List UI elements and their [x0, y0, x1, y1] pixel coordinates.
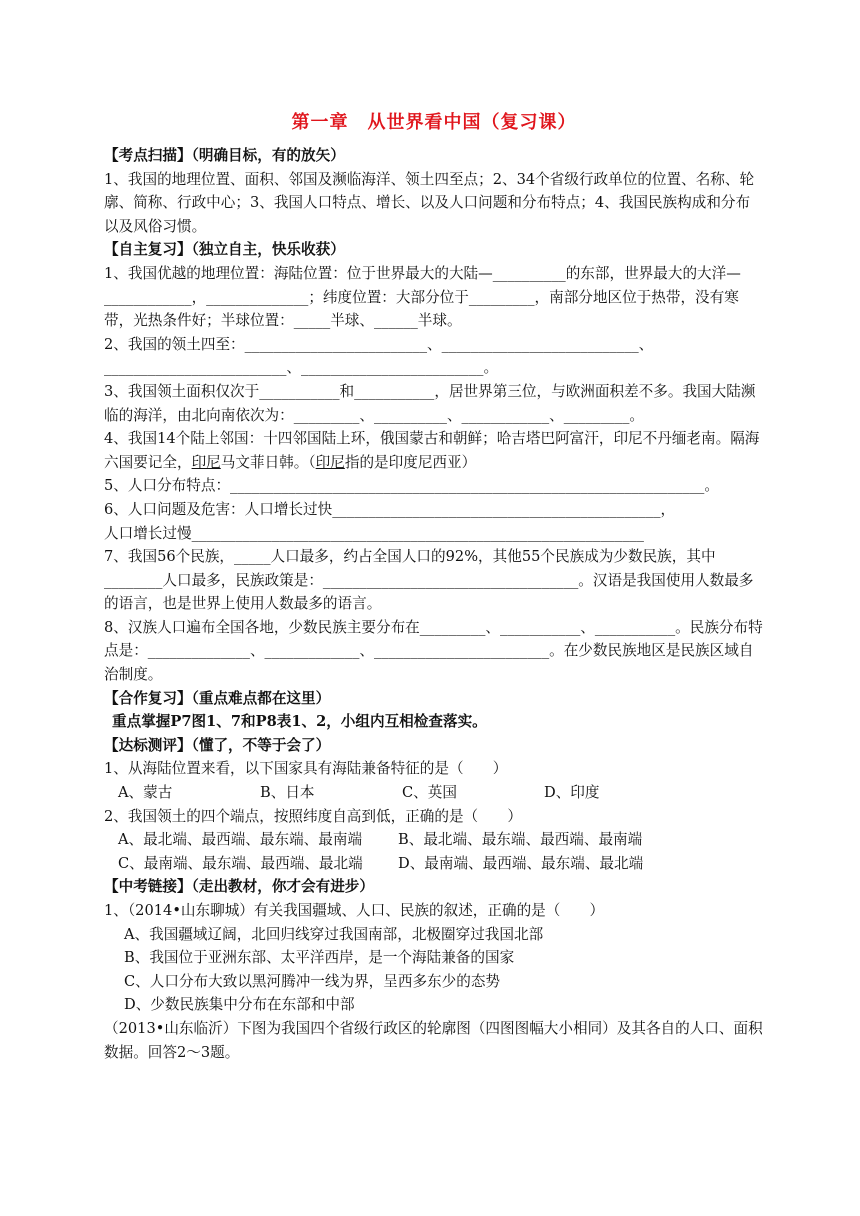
option-d: D、最南端、最西端、最东端、最北端	[398, 854, 644, 872]
q4-text-b: 马文菲日韩。（	[220, 453, 316, 471]
zhongkao-q2-intro: （2013•山东临沂）下图为我国四个省级行政区的轮廓图（四图图幅大小相同）及其各自的人口、面积数据。回答2～3题。	[104, 1019, 763, 1061]
page-title: 第一章 从世界看中国（复习课）	[291, 112, 577, 133]
zizhu-q3: 3、我国领土面积仅次于___________和___________，居世界第三位，与欧洲面积差不多。我国大陆濒临的海洋，由北向南依次为：_________、__________、____________、_________。	[104, 382, 756, 424]
kaodian-text: 1、我国的地理位置、面积、邻国及濒临海洋、领土四至点；2、34个省级行政单位的位置、名称、轮廓、简称、行政中心；3、我国人口特点、增长、以及人口问题和分布特点；4、我国民族构成和分布以及风俗习惯。	[104, 170, 755, 235]
q4-underlined-1: 印尼	[191, 453, 221, 471]
dabiao-q2-options-row1	[104, 828, 764, 852]
zhongkao-q1-option-d: D、少数民族集中分布在东部和中部	[124, 996, 355, 1014]
zizhu-q6-line1: 6、人口问题及危害：人口增长过快_____________________________________________，	[104, 500, 676, 518]
option-b: B、日本	[260, 784, 315, 802]
section-header-hezuo: 【合作复习】（重点难点都在这里）	[104, 689, 331, 707]
q4-text-a: 4、我国14个陆上邻国：十四邻国陆上环，俄国蒙古和朝鲜；哈吉塔巴阿富汗，印尼不丹缅老南。隔海六国要记全，	[104, 430, 760, 471]
q4-text-c: 指的是印度尼西亚）	[344, 453, 477, 471]
section-header-zizhu: 【自主复习】（独立自主，快乐收获）	[104, 241, 345, 259]
zizhu-q7: 7、我国56个民族，_____人口最多，约占全国人口的92%，其他55个民族成为少数民族，其中________人口最多，民族政策是：___________________________________。汉语是我国使用人数最多的语言，也是世界上使用人数最多的语言。	[104, 548, 754, 613]
option-d: D、印度	[544, 784, 600, 802]
zizhu-q5: 5、人口分布特点：_________________________________________________________________。	[104, 477, 719, 495]
dabiao-q2: 2、我国领土的四个端点，按照纬度自高到低，正确的是（ ）	[104, 807, 522, 825]
option-a: A、蒙古	[118, 784, 173, 802]
zhongkao-q1-option-a: A、我国疆域辽阔，北回归线穿过我国南部，北极圈穿过我国北部	[124, 925, 544, 943]
dabiao-q1-options	[104, 781, 764, 805]
section-header-kaodian: 【考点扫描】（明确目标，有的放矢）	[104, 147, 345, 164]
zizhu-q4	[104, 427, 764, 474]
dabiao-q1: 1、从海陆位置来看，以下国家具有海陆兼备特征的是（ ）	[104, 760, 508, 778]
option-b: B、最北端、最东端、最西端、最南端	[398, 831, 643, 849]
document-page	[104, 108, 764, 1064]
zizhu-q8: 8、汉族人口遍布全国各地，少数民族主要分布在_________、___________、___________。民族分布特点是：______________、_____________、________________________。在少数民族地区是民族区域自治制度。	[104, 618, 763, 684]
zizhu-q6-line2: 人口增长过慢______________________________________________________________	[104, 524, 644, 542]
zizhu-q2-line2: _________________________、_________________________。	[104, 359, 499, 377]
dabiao-q2-options-row2	[104, 852, 764, 876]
zizhu-q1: 1、我国优越的地理位置：海陆位置：位于世界最大的大陆—__________的东部，世界最大的大洋—____________，______________；纬度位置：大部分位于_________，南部分地区位于热带，没有寒带，光热条件好；半球位置：_____半球、______半球。	[104, 264, 741, 330]
zhongkao-q1-option-c: C、人口分布大致以黑河腾冲一线为界，呈西多东少的态势	[124, 972, 501, 990]
section-header-zhongkao: 【中考链接】（走出教材，你才会有进步）	[104, 878, 374, 896]
hezuo-text: 重点掌握P7图1、7和P8表1、2，小组内互相检查落实。	[112, 713, 487, 731]
zhongkao-q1-option-b: B、我国位于亚洲东部、太平洋西岸，是一个海陆兼备的国家	[124, 949, 515, 967]
q4-underlined-2: 印尼	[315, 453, 345, 471]
option-a: A、最北端、最西端、最东端、最南端	[118, 831, 363, 849]
zizhu-q2-line1: 2、我国的领土四至：_________________________、___________________________、	[104, 335, 654, 353]
option-c: C、英国	[402, 784, 457, 802]
option-c: C、最南端、最东端、最西端、最北端	[118, 854, 363, 872]
zhongkao-q1: 1、（2014•山东聊城）有关我国疆域、人口、民族的叙述，正确的是（ ）	[104, 902, 605, 919]
section-header-dabiao: 【达标测评】（懂了，不等于会了）	[104, 736, 331, 754]
